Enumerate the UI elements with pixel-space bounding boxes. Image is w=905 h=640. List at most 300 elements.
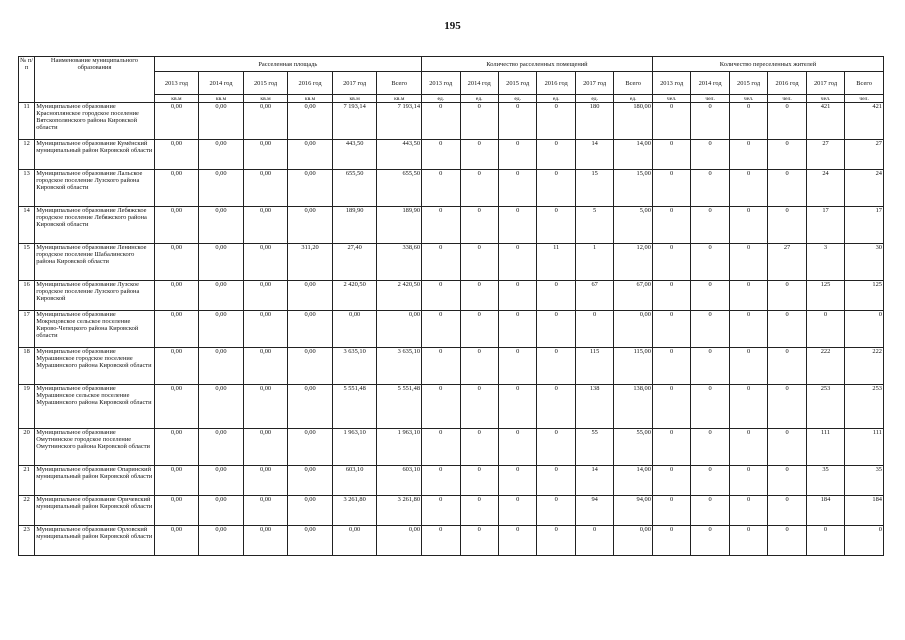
area-value-cell: 1 963,10: [377, 429, 422, 466]
rooms-value-cell: 14,00: [614, 140, 653, 170]
residents-unit-header: чел.: [691, 95, 729, 103]
area-value-cell: 0,00: [154, 170, 199, 207]
residents-value-cell: 0: [768, 526, 806, 556]
header-row-groups: [19, 57, 884, 72]
residents-value-cell: 0: [729, 244, 767, 281]
rooms-value-cell: 0: [498, 244, 536, 281]
area-value-cell: 603,10: [377, 466, 422, 496]
area-unit-header: кв.м: [288, 95, 333, 103]
area-value-cell: 0,00: [288, 311, 333, 348]
rooms-value-cell: 0: [537, 103, 575, 140]
area-year-header: 2017 год: [332, 72, 377, 95]
residents-value-cell: 0: [768, 207, 806, 244]
row-number: 14: [19, 207, 35, 244]
residents-value-cell: 253: [845, 385, 884, 429]
residents-value-cell: 0: [652, 207, 690, 244]
area-value-cell: 0,00: [243, 244, 288, 281]
residents-value-cell: 3: [806, 244, 844, 281]
rooms-value-cell: 0: [422, 348, 460, 385]
residents-value-cell: 0: [768, 429, 806, 466]
residents-group-header: Количество переселенных жителей: [652, 57, 883, 72]
residents-value-cell: 253: [806, 385, 844, 429]
rooms-value-cell: 0: [498, 281, 536, 311]
area-value-cell: 3 261,80: [377, 496, 422, 526]
rooms-value-cell: 0: [537, 281, 575, 311]
rooms-year-header: 2014 год: [460, 72, 498, 95]
area-value-cell: 0,00: [154, 429, 199, 466]
area-value-cell: 0,00: [243, 311, 288, 348]
residents-value-cell: 0: [691, 526, 729, 556]
area-year-header: 2013 год: [154, 72, 199, 95]
area-value-cell: 0,00: [199, 281, 244, 311]
row-number: 15: [19, 244, 35, 281]
rooms-unit-header: ед.: [614, 95, 653, 103]
rooms-value-cell: 0: [537, 207, 575, 244]
residents-value-cell: 0: [652, 311, 690, 348]
residents-value-cell: 0: [729, 466, 767, 496]
area-value-cell: 3 635,10: [377, 348, 422, 385]
table-row: [19, 466, 884, 496]
rooms-value-cell: 0,00: [614, 311, 653, 348]
rooms-value-cell: 138: [575, 385, 613, 429]
rooms-value-cell: 0: [537, 348, 575, 385]
residents-value-cell: 222: [806, 348, 844, 385]
municipality-name: Муниципальное образование Мурашинское сельское поселение Мурашинского района Кировской области: [35, 385, 154, 429]
area-value-cell: 0,00: [199, 170, 244, 207]
table-row: [19, 170, 884, 207]
residents-value-cell: 0: [652, 466, 690, 496]
rooms-value-cell: 0: [460, 429, 498, 466]
residents-value-cell: 0: [729, 311, 767, 348]
area-value-cell: 603,10: [332, 466, 377, 496]
rooms-value-cell: 138,00: [614, 385, 653, 429]
rooms-year-header: Всего: [614, 72, 653, 95]
residents-value-cell: 0: [652, 348, 690, 385]
area-value-cell: 0,00: [243, 207, 288, 244]
residents-value-cell: 421: [806, 103, 844, 140]
area-value-cell: 0,00: [154, 140, 199, 170]
area-value-cell: 0,00: [199, 496, 244, 526]
rooms-year-header: 2013 год: [422, 72, 460, 95]
area-year-header: Всего: [377, 72, 422, 95]
residents-value-cell: 0: [845, 526, 884, 556]
rooms-value-cell: 1: [575, 244, 613, 281]
rooms-unit-header: ед.: [460, 95, 498, 103]
municipality-name: Муниципальное образование Лальское городское поселение Лузского района Кировской области: [35, 170, 154, 207]
area-value-cell: 0,00: [199, 311, 244, 348]
municipality-name: Муниципальное образование Орловский муниципальный район Кировской области: [35, 526, 154, 556]
area-value-cell: 0,00: [154, 466, 199, 496]
area-value-cell: 655,50: [332, 170, 377, 207]
rooms-unit-header: ед.: [498, 95, 536, 103]
rooms-year-header: 2015 год: [498, 72, 536, 95]
area-value-cell: 189,90: [332, 207, 377, 244]
residents-value-cell: 111: [845, 429, 884, 466]
residents-value-cell: 0: [691, 103, 729, 140]
residents-value-cell: 0: [691, 429, 729, 466]
area-value-cell: 0,00: [288, 466, 333, 496]
rooms-value-cell: 0: [498, 140, 536, 170]
residents-value-cell: 27: [768, 244, 806, 281]
residents-value-cell: 0: [768, 170, 806, 207]
rooms-value-cell: 0: [498, 170, 536, 207]
area-value-cell: 443,50: [377, 140, 422, 170]
residents-value-cell: 24: [806, 170, 844, 207]
area-value-cell: 338,60: [377, 244, 422, 281]
rooms-value-cell: 15,00: [614, 170, 653, 207]
area-value-cell: 0,00: [288, 526, 333, 556]
residents-value-cell: 0: [768, 466, 806, 496]
residents-value-cell: 0: [768, 385, 806, 429]
residents-value-cell: 27: [806, 140, 844, 170]
area-value-cell: 1 963,10: [332, 429, 377, 466]
area-value-cell: 0,00: [199, 429, 244, 466]
residents-value-cell: 184: [806, 496, 844, 526]
residents-value-cell: 0: [729, 207, 767, 244]
residents-year-header: 2013 год: [652, 72, 690, 95]
area-value-cell: 0,00: [243, 281, 288, 311]
area-value-cell: 0,00: [288, 429, 333, 466]
rooms-value-cell: 115: [575, 348, 613, 385]
area-value-cell: 0,00: [199, 526, 244, 556]
row-number: 18: [19, 348, 35, 385]
rooms-value-cell: 0: [498, 207, 536, 244]
area-value-cell: 0,00: [243, 429, 288, 466]
residents-value-cell: 27: [845, 140, 884, 170]
rooms-value-cell: 0: [498, 348, 536, 385]
residents-value-cell: 222: [845, 348, 884, 385]
area-value-cell: 0,00: [199, 385, 244, 429]
rooms-group-header: Количество расселенных помещений: [422, 57, 653, 72]
area-value-cell: 0,00: [154, 385, 199, 429]
area-value-cell: 311,20: [288, 244, 333, 281]
residents-value-cell: 0: [691, 496, 729, 526]
area-value-cell: 2 420,50: [377, 281, 422, 311]
rooms-value-cell: 0: [460, 244, 498, 281]
rooms-value-cell: 55,00: [614, 429, 653, 466]
area-value-cell: 0,00: [377, 311, 422, 348]
residents-value-cell: 0: [652, 170, 690, 207]
rooms-value-cell: 0: [498, 526, 536, 556]
residents-unit-header: чел.: [768, 95, 806, 103]
area-value-cell: 0,00: [154, 526, 199, 556]
residents-value-cell: 0: [806, 526, 844, 556]
residents-value-cell: 125: [806, 281, 844, 311]
table-row: [19, 496, 884, 526]
residents-value-cell: 0: [768, 348, 806, 385]
residents-unit-header: чел.: [729, 95, 767, 103]
row-number: 23: [19, 526, 35, 556]
municipality-name: Муниципальное образование Лузское городское поселение Лузского района Кировской: [35, 281, 154, 311]
table-body: [19, 103, 884, 556]
rooms-value-cell: 0: [537, 385, 575, 429]
rooms-value-cell: 180: [575, 103, 613, 140]
rooms-value-cell: 0: [422, 311, 460, 348]
area-value-cell: 0,00: [288, 103, 333, 140]
area-year-header: 2016 год: [288, 72, 333, 95]
residents-value-cell: 0: [652, 526, 690, 556]
row-number: 16: [19, 281, 35, 311]
rooms-value-cell: 0: [498, 103, 536, 140]
residents-value-cell: 0: [652, 281, 690, 311]
rooms-value-cell: 94,00: [614, 496, 653, 526]
rooms-value-cell: 0: [422, 496, 460, 526]
row-number: 17: [19, 311, 35, 348]
area-value-cell: 189,90: [377, 207, 422, 244]
area-value-cell: 7 193,14: [332, 103, 377, 140]
area-value-cell: 0,00: [154, 311, 199, 348]
municipality-name: Муниципальное образование Омутнинское городское поселение Омутнинского района Кировской области: [35, 429, 154, 466]
residents-value-cell: 0: [768, 496, 806, 526]
area-value-cell: 0,00: [243, 140, 288, 170]
rooms-value-cell: 0: [460, 385, 498, 429]
rooms-value-cell: 0: [575, 311, 613, 348]
area-value-cell: 3 635,10: [332, 348, 377, 385]
table-row: [19, 140, 884, 170]
area-unit-header: кв.м: [243, 95, 288, 103]
rooms-value-cell: 0: [537, 526, 575, 556]
residents-unit-header: чел.: [845, 95, 884, 103]
rooms-value-cell: 0: [422, 244, 460, 281]
area-value-cell: 0,00: [332, 526, 377, 556]
area-value-cell: 0,00: [154, 281, 199, 311]
rooms-value-cell: 94: [575, 496, 613, 526]
area-value-cell: 0,00: [243, 526, 288, 556]
row-number: 13: [19, 170, 35, 207]
rooms-value-cell: 14: [575, 466, 613, 496]
table-row: [19, 385, 884, 429]
residents-value-cell: 0: [768, 103, 806, 140]
rooms-value-cell: 0: [460, 281, 498, 311]
residents-value-cell: 184: [845, 496, 884, 526]
area-unit-header: кв.м: [154, 95, 199, 103]
table-row: [19, 244, 884, 281]
residents-unit-header: чел.: [806, 95, 844, 103]
area-value-cell: 0,00: [199, 103, 244, 140]
rooms-value-cell: 0: [422, 385, 460, 429]
municipality-name: Муниципальное образование Мокрецовское сельское поселение Кирово-Чепецкого района Кировской области: [35, 311, 154, 348]
residents-value-cell: 0: [729, 170, 767, 207]
residents-value-cell: 0: [729, 281, 767, 311]
residents-value-cell: 0: [652, 429, 690, 466]
residents-year-header: 2016 год: [768, 72, 806, 95]
area-value-cell: 655,50: [377, 170, 422, 207]
rooms-value-cell: 11: [537, 244, 575, 281]
residents-value-cell: 0: [806, 311, 844, 348]
residents-value-cell: 421: [845, 103, 884, 140]
area-value-cell: 5 551,48: [377, 385, 422, 429]
residents-value-cell: 0: [729, 140, 767, 170]
rooms-value-cell: 0: [460, 526, 498, 556]
rooms-value-cell: 0: [460, 207, 498, 244]
rooms-value-cell: 67,00: [614, 281, 653, 311]
area-value-cell: 0,00: [199, 207, 244, 244]
residents-value-cell: 0: [729, 526, 767, 556]
rooms-value-cell: 0: [460, 103, 498, 140]
residents-value-cell: 0: [691, 140, 729, 170]
rooms-value-cell: 0: [537, 429, 575, 466]
rooms-value-cell: 12,00: [614, 244, 653, 281]
row-number: 20: [19, 429, 35, 466]
area-value-cell: 0,00: [154, 207, 199, 244]
rooms-value-cell: 0: [460, 466, 498, 496]
area-value-cell: 0,00: [288, 207, 333, 244]
area-value-cell: 5 551,48: [332, 385, 377, 429]
municipality-name: Муниципальное образование Кумёнский муниципальный район Кировской области: [35, 140, 154, 170]
area-unit-header: кв.м: [332, 95, 377, 103]
residents-value-cell: 0: [729, 385, 767, 429]
rooms-value-cell: 0: [498, 311, 536, 348]
rooms-value-cell: 15: [575, 170, 613, 207]
rooms-year-header: 2016 год: [537, 72, 575, 95]
residents-value-cell: 0: [691, 385, 729, 429]
rooms-value-cell: 5,00: [614, 207, 653, 244]
residents-value-cell: 0: [652, 140, 690, 170]
rooms-value-cell: 0: [460, 140, 498, 170]
area-value-cell: 0,00: [288, 281, 333, 311]
area-value-cell: 0,00: [377, 526, 422, 556]
row-number: 19: [19, 385, 35, 429]
area-value-cell: 0,00: [243, 385, 288, 429]
area-unit-header: кв.м: [377, 95, 422, 103]
area-value-cell: 0,00: [243, 496, 288, 526]
residents-value-cell: 0: [691, 281, 729, 311]
residents-value-cell: 35: [806, 466, 844, 496]
table-row: [19, 103, 884, 140]
area-value-cell: 0,00: [199, 466, 244, 496]
row-number: 11: [19, 103, 35, 140]
residents-value-cell: 30: [845, 244, 884, 281]
table-row: [19, 281, 884, 311]
residents-value-cell: 0: [729, 103, 767, 140]
residents-year-header: 2015 год: [729, 72, 767, 95]
rooms-value-cell: 0: [460, 311, 498, 348]
rooms-unit-header: ед.: [575, 95, 613, 103]
rooms-value-cell: 5: [575, 207, 613, 244]
area-value-cell: 443,50: [332, 140, 377, 170]
residents-value-cell: 0: [652, 103, 690, 140]
table-row: [19, 526, 884, 556]
rooms-value-cell: 0: [498, 429, 536, 466]
row-number: 12: [19, 140, 35, 170]
rooms-value-cell: 0: [422, 281, 460, 311]
rooms-value-cell: 0,00: [614, 526, 653, 556]
rooms-value-cell: 0: [422, 466, 460, 496]
area-value-cell: 0,00: [243, 170, 288, 207]
area-value-cell: 0,00: [154, 348, 199, 385]
area-value-cell: 0,00: [243, 348, 288, 385]
area-value-cell: 0,00: [154, 244, 199, 281]
table-row: [19, 311, 884, 348]
rooms-value-cell: 0: [537, 466, 575, 496]
area-value-cell: 3 261,80: [332, 496, 377, 526]
residents-value-cell: 0: [729, 496, 767, 526]
residents-value-cell: 24: [845, 170, 884, 207]
municipality-name: Муниципальное образование Мурашинское городское поселение Мурашинского района Кировской области: [35, 348, 154, 385]
rooms-value-cell: 0: [422, 526, 460, 556]
area-value-cell: 0,00: [288, 385, 333, 429]
rooms-value-cell: 0: [498, 385, 536, 429]
rooms-value-cell: 0: [460, 348, 498, 385]
table-row: [19, 207, 884, 244]
area-value-cell: 0,00: [154, 496, 199, 526]
residents-year-header: 2014 год: [691, 72, 729, 95]
area-value-cell: 0,00: [288, 170, 333, 207]
residents-value-cell: 0: [652, 244, 690, 281]
rooms-value-cell: 0: [422, 103, 460, 140]
rooms-value-cell: 0: [422, 140, 460, 170]
residents-value-cell: 35: [845, 466, 884, 496]
residents-value-cell: 0: [768, 311, 806, 348]
residents-year-header: 2017 год: [806, 72, 844, 95]
num-header: № п/п: [19, 57, 35, 103]
area-group-header: Расселенная площадь: [154, 57, 421, 72]
area-value-cell: 2 420,50: [332, 281, 377, 311]
rooms-value-cell: 0: [422, 170, 460, 207]
area-year-header: 2014 год: [199, 72, 244, 95]
page-number: 195: [444, 20, 461, 32]
area-value-cell: 0,00: [288, 140, 333, 170]
area-value-cell: 7 193,14: [377, 103, 422, 140]
municipality-name: Муниципальное образование Оричевский муниципальный район Кировской области: [35, 496, 154, 526]
area-year-header: 2015 год: [243, 72, 288, 95]
rooms-value-cell: 0: [537, 496, 575, 526]
residents-value-cell: 0: [691, 466, 729, 496]
area-value-cell: 0,00: [154, 103, 199, 140]
area-value-cell: 0,00: [332, 311, 377, 348]
area-value-cell: 0,00: [243, 103, 288, 140]
rooms-year-header: 2017 год: [575, 72, 613, 95]
row-number: 22: [19, 496, 35, 526]
residents-value-cell: 17: [845, 207, 884, 244]
residents-value-cell: 0: [691, 348, 729, 385]
rooms-unit-header: ед.: [537, 95, 575, 103]
residents-value-cell: 0: [691, 311, 729, 348]
residents-value-cell: 111: [806, 429, 844, 466]
residents-value-cell: 0: [691, 244, 729, 281]
table-row: [19, 429, 884, 466]
rooms-value-cell: 0: [537, 140, 575, 170]
municipality-name: Муниципальное образование Красноплянское городское поселение Вятскополянского района Кировской области: [35, 103, 154, 140]
rooms-value-cell: 0: [422, 207, 460, 244]
rooms-value-cell: 14: [575, 140, 613, 170]
residents-unit-header: чел.: [652, 95, 690, 103]
rooms-value-cell: 55: [575, 429, 613, 466]
residents-value-cell: 0: [729, 348, 767, 385]
resettlement-table: [18, 56, 884, 556]
residents-value-cell: 0: [768, 281, 806, 311]
area-value-cell: 0,00: [199, 140, 244, 170]
residents-value-cell: 0: [691, 170, 729, 207]
municipality-name: Муниципальное образование Ленинское городское поселение Шабалинского района Кировской области: [35, 244, 154, 281]
rooms-unit-header: ед.: [422, 95, 460, 103]
area-value-cell: 0,00: [288, 348, 333, 385]
rooms-value-cell: 0: [498, 496, 536, 526]
table-row: [19, 348, 884, 385]
rooms-value-cell: 0: [422, 429, 460, 466]
residents-year-header: Всего: [845, 72, 884, 95]
residents-value-cell: 0: [652, 496, 690, 526]
rooms-value-cell: 0: [537, 311, 575, 348]
residents-value-cell: 0: [691, 207, 729, 244]
area-unit-header: кв.м: [199, 95, 244, 103]
rooms-value-cell: 115,00: [614, 348, 653, 385]
municipality-name: Муниципальное образование Опаринский муниципальный район Кировской области: [35, 466, 154, 496]
residents-value-cell: 0: [652, 385, 690, 429]
rooms-value-cell: 14,00: [614, 466, 653, 496]
name-header: Наименование муниципального образования: [35, 57, 154, 103]
rooms-value-cell: 180,00: [614, 103, 653, 140]
